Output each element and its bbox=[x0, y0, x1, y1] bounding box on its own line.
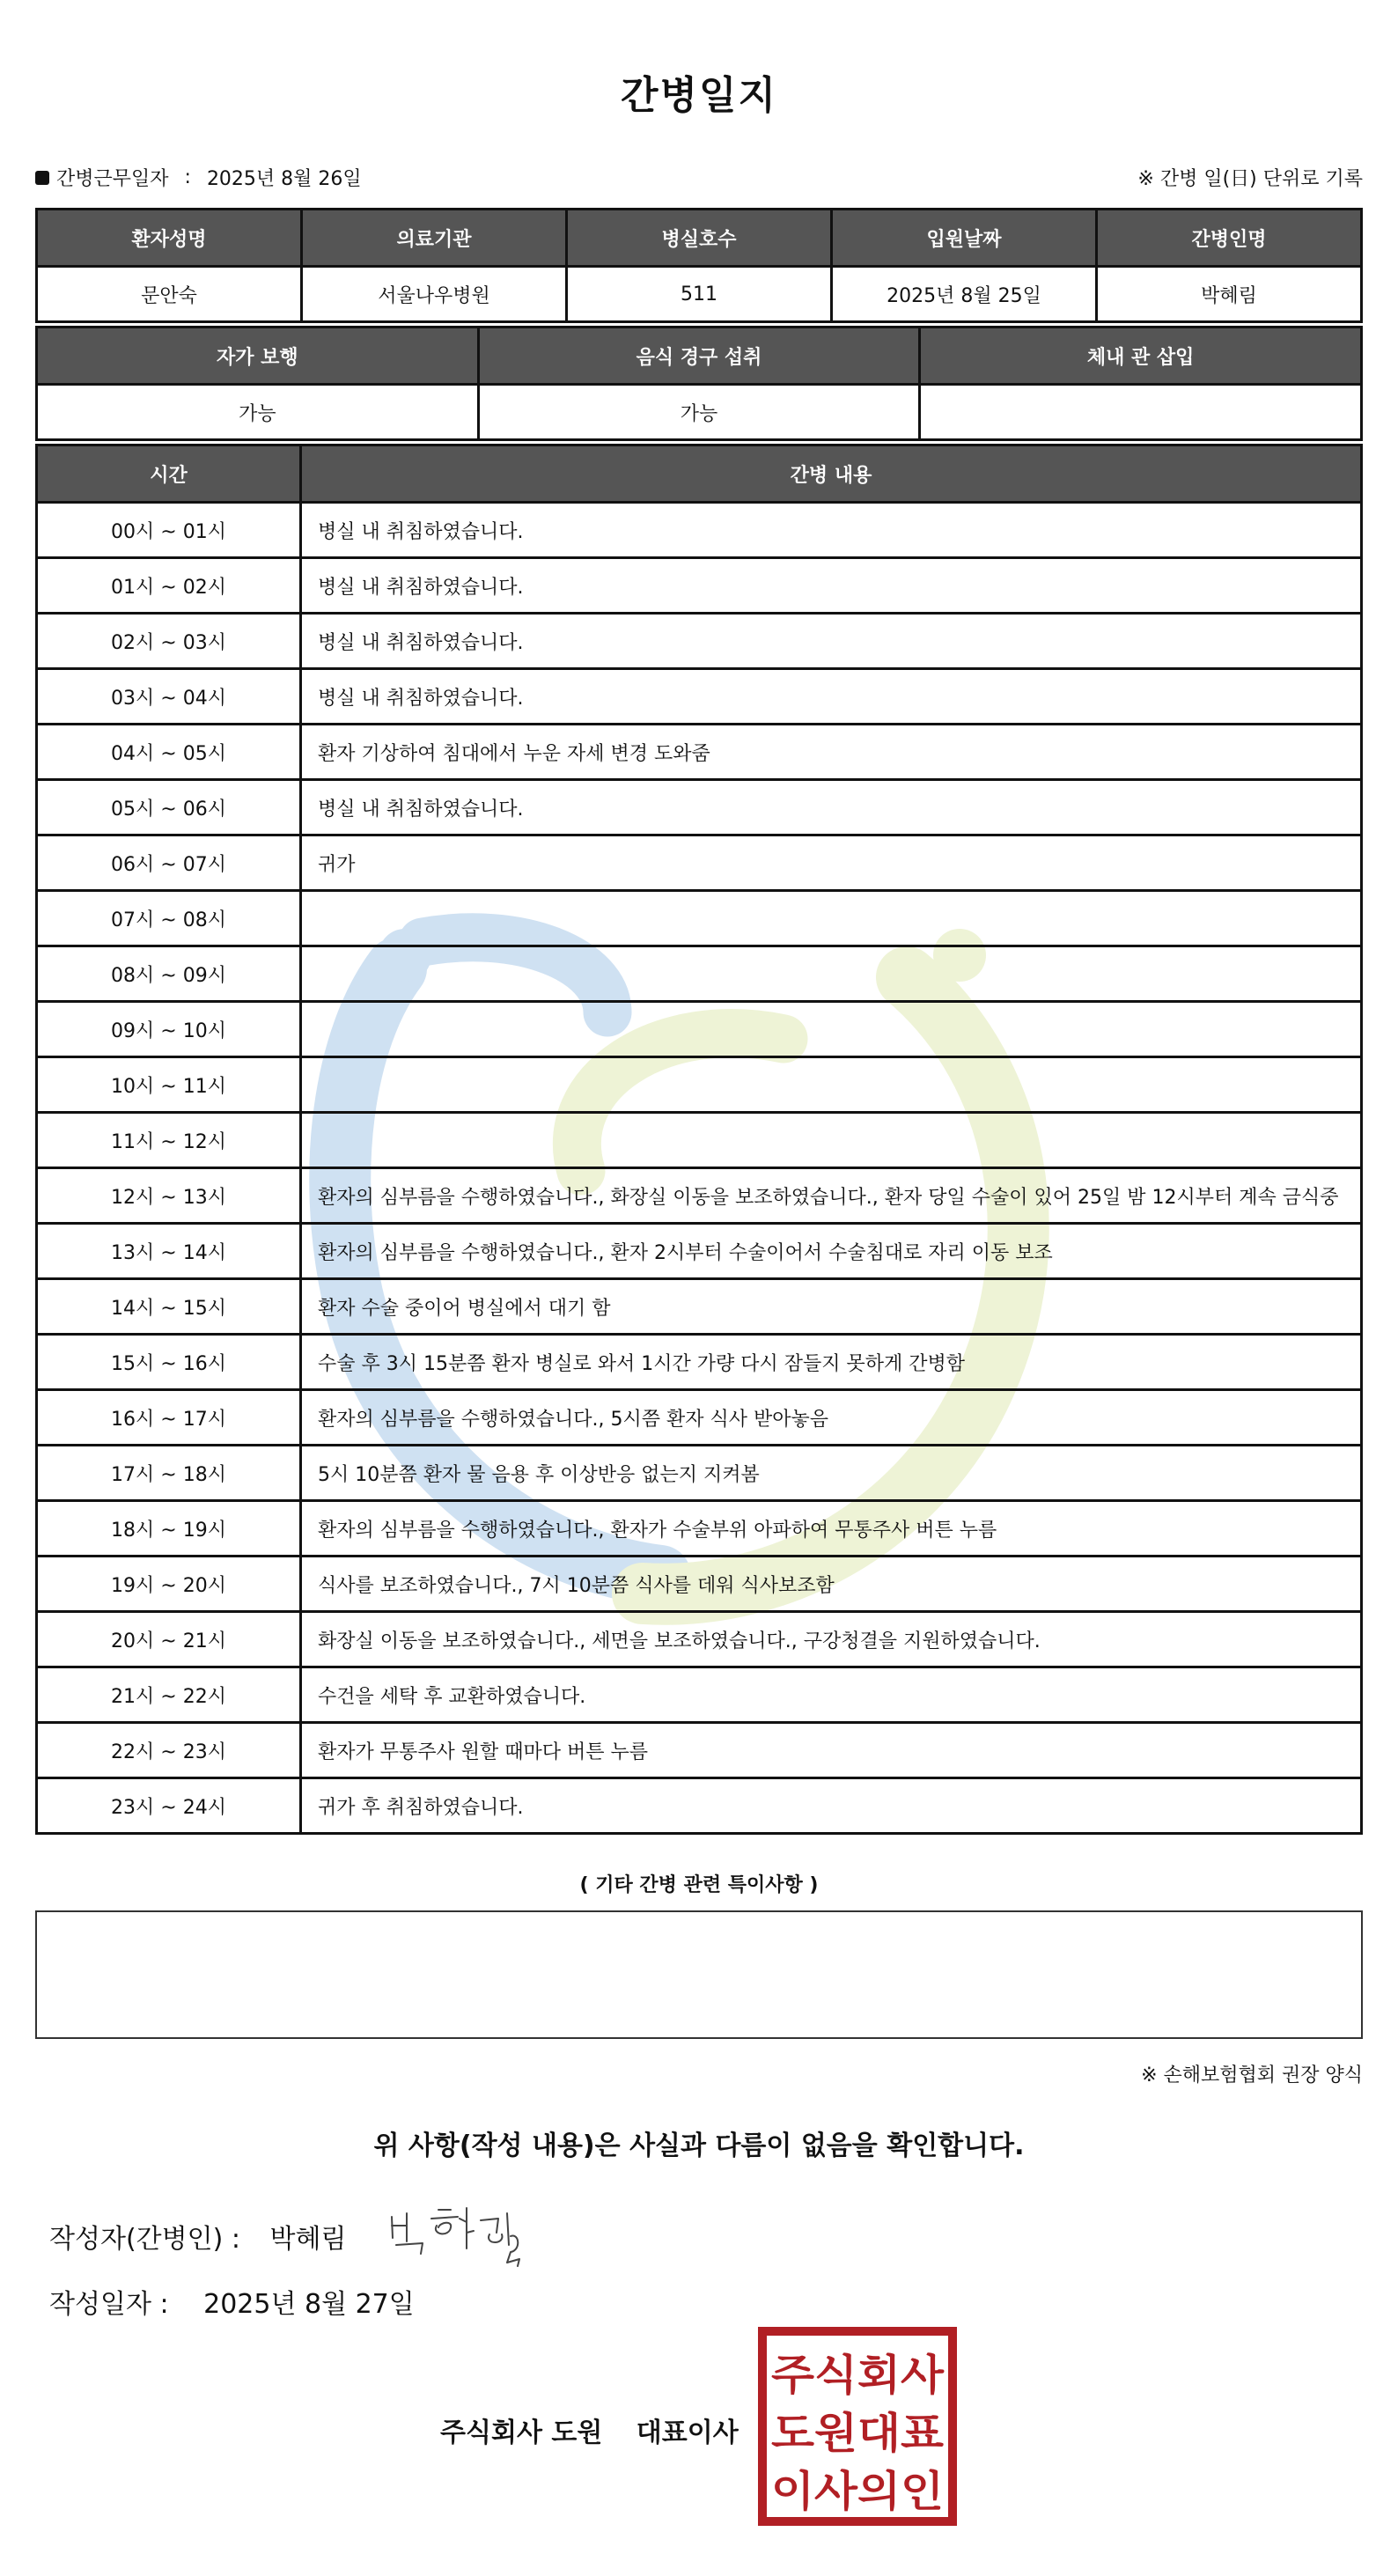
company-role: 대표이사 bbox=[636, 2418, 739, 2448]
patient-name-value: 문안숙 bbox=[37, 267, 302, 322]
log-content-cell: 귀가 bbox=[301, 835, 1362, 891]
log-row bbox=[37, 1113, 1362, 1168]
log-row bbox=[37, 1002, 1362, 1057]
log-row bbox=[37, 835, 1362, 891]
patient-info-value-row bbox=[37, 267, 1362, 322]
room-number-value: 511 bbox=[567, 267, 832, 322]
log-time-cell: 14시 ~ 15시 bbox=[37, 1279, 301, 1335]
log-row bbox=[37, 1279, 1362, 1335]
write-date-label: 작성일자 : bbox=[49, 2289, 169, 2320]
log-content-cell bbox=[301, 946, 1362, 1002]
log-content-cell: 병실 내 취침하였습니다. bbox=[301, 614, 1362, 669]
log-content-cell: 귀가 후 취침하였습니다. bbox=[301, 1778, 1362, 1834]
header-hospital: 의료기관 bbox=[302, 210, 567, 267]
log-time-cell: 23시 ~ 24시 bbox=[37, 1778, 301, 1834]
log-content-cell: 병실 내 취침하였습니다. bbox=[301, 669, 1362, 725]
write-date-row bbox=[49, 2282, 415, 2321]
log-row bbox=[37, 946, 1362, 1002]
caregiver-name-value: 박혜림 bbox=[1097, 267, 1362, 322]
log-content-cell bbox=[301, 1113, 1362, 1168]
log-row bbox=[37, 1057, 1362, 1113]
header-admission-date: 입원날짜 bbox=[832, 210, 1097, 267]
log-time-cell: 05시 ~ 06시 bbox=[37, 780, 301, 835]
log-row bbox=[37, 1778, 1362, 1834]
header-tube-insertion: 체내 관 삽입 bbox=[920, 328, 1362, 385]
log-content-cell: 5시 10분쯤 환자 물 음용 후 이상반응 없는지 지켜봄 bbox=[301, 1446, 1362, 1501]
log-row bbox=[37, 1501, 1362, 1557]
log-content-cell: 식사를 보조하였습니다., 7시 10분쯤 식사를 데워 식사보조함 bbox=[301, 1557, 1362, 1612]
notes-box bbox=[35, 1910, 1363, 2039]
log-time-cell: 22시 ~ 23시 bbox=[37, 1723, 301, 1778]
log-row bbox=[37, 1224, 1362, 1279]
log-header-row bbox=[37, 445, 1362, 503]
log-content-cell: 환자가 무통주사 원할 때마다 버튼 누름 bbox=[301, 1723, 1362, 1778]
log-content-cell: 병실 내 취침하였습니다. bbox=[301, 780, 1362, 835]
log-row bbox=[37, 780, 1362, 835]
patient-info-header-row bbox=[37, 210, 1362, 267]
log-content-cell bbox=[301, 1057, 1362, 1113]
log-row bbox=[37, 669, 1362, 725]
log-time-cell: 13시 ~ 14시 bbox=[37, 1224, 301, 1279]
log-time-cell: 01시 ~ 02시 bbox=[37, 558, 301, 614]
document-title: 간병일지 bbox=[620, 73, 777, 118]
log-time-cell: 08시 ~ 09시 bbox=[37, 946, 301, 1002]
confirmation-statement: 위 사항(작성 내용)은 사실과 다름이 없음을 확인합니다. bbox=[373, 2131, 1025, 2161]
header-patient-name: 환자성명 bbox=[37, 210, 302, 267]
log-time-cell: 18시 ~ 19시 bbox=[37, 1501, 301, 1557]
log-row bbox=[37, 1667, 1362, 1723]
log-time-cell: 03시 ~ 04시 bbox=[37, 669, 301, 725]
hospital-value: 서울나우병원 bbox=[302, 267, 567, 322]
log-row bbox=[37, 1446, 1362, 1501]
log-content-cell: 수술 후 3시 15분쯤 환자 병실로 와서 1시간 가량 다시 잠들지 못하게 간병함 bbox=[301, 1335, 1362, 1390]
tube-insertion-value bbox=[920, 385, 1362, 440]
log-time-cell: 06시 ~ 07시 bbox=[37, 835, 301, 891]
hourly-care-log-table bbox=[35, 444, 1363, 1835]
header-time: 시간 bbox=[37, 445, 301, 503]
log-row bbox=[37, 614, 1362, 669]
log-time-cell: 07시 ~ 08시 bbox=[37, 891, 301, 946]
log-row bbox=[37, 1557, 1362, 1612]
log-time-cell: 02시 ~ 03시 bbox=[37, 614, 301, 669]
log-time-cell: 19시 ~ 20시 bbox=[37, 1557, 301, 1612]
log-row bbox=[37, 1723, 1362, 1778]
bullet-square-icon bbox=[35, 171, 49, 185]
work-date-value: 2025년 8월 26일 bbox=[206, 168, 362, 190]
log-body bbox=[37, 503, 1362, 1834]
oral-intake-value: 가능 bbox=[478, 385, 920, 440]
log-content-cell: 환자의 심부름을 수행하였습니다., 환자가 수술부위 아파하여 무통주사 버튼 누름 bbox=[301, 1501, 1362, 1557]
seal-line-3: 이사의인 bbox=[771, 2467, 944, 2516]
log-time-cell: 10시 ~ 11시 bbox=[37, 1057, 301, 1113]
writer-row bbox=[49, 2217, 346, 2256]
log-content-cell bbox=[301, 1002, 1362, 1057]
log-time-cell: 04시 ~ 05시 bbox=[37, 725, 301, 780]
insurance-note: ※ 손해보험협회 권장 양식 bbox=[1141, 2064, 1363, 2087]
log-row bbox=[37, 1612, 1362, 1667]
log-time-cell: 00시 ~ 01시 bbox=[37, 503, 301, 558]
log-time-cell: 20시 ~ 21시 bbox=[37, 1612, 301, 1667]
log-time-cell: 17시 ~ 18시 bbox=[37, 1446, 301, 1501]
log-row bbox=[37, 1335, 1362, 1390]
seal-line-2: 도원대표 bbox=[771, 2409, 945, 2458]
log-content-cell: 환자 기상하여 침대에서 누운 자세 변경 도와줌 bbox=[301, 725, 1362, 780]
log-content-cell bbox=[301, 891, 1362, 946]
work-date-separator: : bbox=[184, 166, 191, 188]
patient-ability-table bbox=[35, 326, 1363, 441]
header-caregiver-name: 간병인명 bbox=[1097, 210, 1362, 267]
log-row bbox=[37, 558, 1362, 614]
log-content-cell: 병실 내 취침하였습니다. bbox=[301, 558, 1362, 614]
log-row bbox=[37, 725, 1362, 780]
log-content-cell: 병실 내 취침하였습니다. bbox=[301, 503, 1362, 558]
log-content-cell: 환자의 심부름을 수행하였습니다., 화장실 이동을 보조하였습니다., 환자 당일 수술이 있어 25일 밤 12시부터 계속 금식중 bbox=[301, 1168, 1362, 1224]
log-content-cell: 환자의 심부름을 수행하였습니다., 환자 2시부터 수술이어서 수술침대로 자리 이동 보조 bbox=[301, 1224, 1362, 1279]
patient-info-table bbox=[35, 208, 1363, 323]
log-row bbox=[37, 503, 1362, 558]
log-time-cell: 11시 ~ 12시 bbox=[37, 1113, 301, 1168]
work-date-group bbox=[35, 164, 362, 191]
company-seal-stamp bbox=[757, 2326, 958, 2527]
meta-row bbox=[35, 164, 1363, 194]
log-content-cell: 화장실 이동을 보조하였습니다., 세면을 보조하였습니다., 구강청결을 지원하였습니다. bbox=[301, 1612, 1362, 1667]
self-walking-value: 가능 bbox=[37, 385, 479, 440]
log-time-cell: 09시 ~ 10시 bbox=[37, 1002, 301, 1057]
unit-note: ※ 간병 일(日) 단위로 기록 bbox=[1137, 168, 1363, 190]
log-time-cell: 12시 ~ 13시 bbox=[37, 1168, 301, 1224]
company-signature-line bbox=[440, 2410, 739, 2449]
seal-line-1: 주식회사 bbox=[771, 2351, 945, 2400]
writer-name: 박혜림 bbox=[269, 2224, 347, 2255]
ability-value-row bbox=[37, 385, 1362, 440]
handwritten-signature bbox=[387, 2201, 537, 2271]
work-date-label: 간병근무일자 bbox=[56, 168, 169, 190]
admission-date-value: 2025년 8월 25일 bbox=[832, 267, 1097, 322]
log-content-cell: 환자 수술 중이어 병실에서 대기 함 bbox=[301, 1279, 1362, 1335]
log-content-cell: 환자의 심부름을 수행하였습니다., 5시쯤 환자 식사 받아놓음 bbox=[301, 1390, 1362, 1446]
company-name: 주식회사 도원 bbox=[440, 2418, 603, 2448]
log-row bbox=[37, 891, 1362, 946]
log-time-cell: 15시 ~ 16시 bbox=[37, 1335, 301, 1390]
log-time-cell: 16시 ~ 17시 bbox=[37, 1390, 301, 1446]
log-row bbox=[37, 1390, 1362, 1446]
log-time-cell: 21시 ~ 22시 bbox=[37, 1667, 301, 1723]
header-care-content: 간병 내용 bbox=[301, 445, 1362, 503]
writer-label: 작성자(간병인) : bbox=[49, 2224, 240, 2255]
header-room-number: 병실호수 bbox=[567, 210, 832, 267]
ability-header-row bbox=[37, 328, 1362, 385]
notes-title: ( 기타 간병 관련 특이사항 ) bbox=[579, 1874, 819, 1896]
header-oral-intake: 음식 경구 섭취 bbox=[478, 328, 920, 385]
log-content-cell: 수건을 세탁 후 교환하였습니다. bbox=[301, 1667, 1362, 1723]
header-self-walking: 자가 보행 bbox=[37, 328, 479, 385]
write-date-value: 2025년 8월 27일 bbox=[203, 2289, 415, 2320]
log-row bbox=[37, 1168, 1362, 1224]
